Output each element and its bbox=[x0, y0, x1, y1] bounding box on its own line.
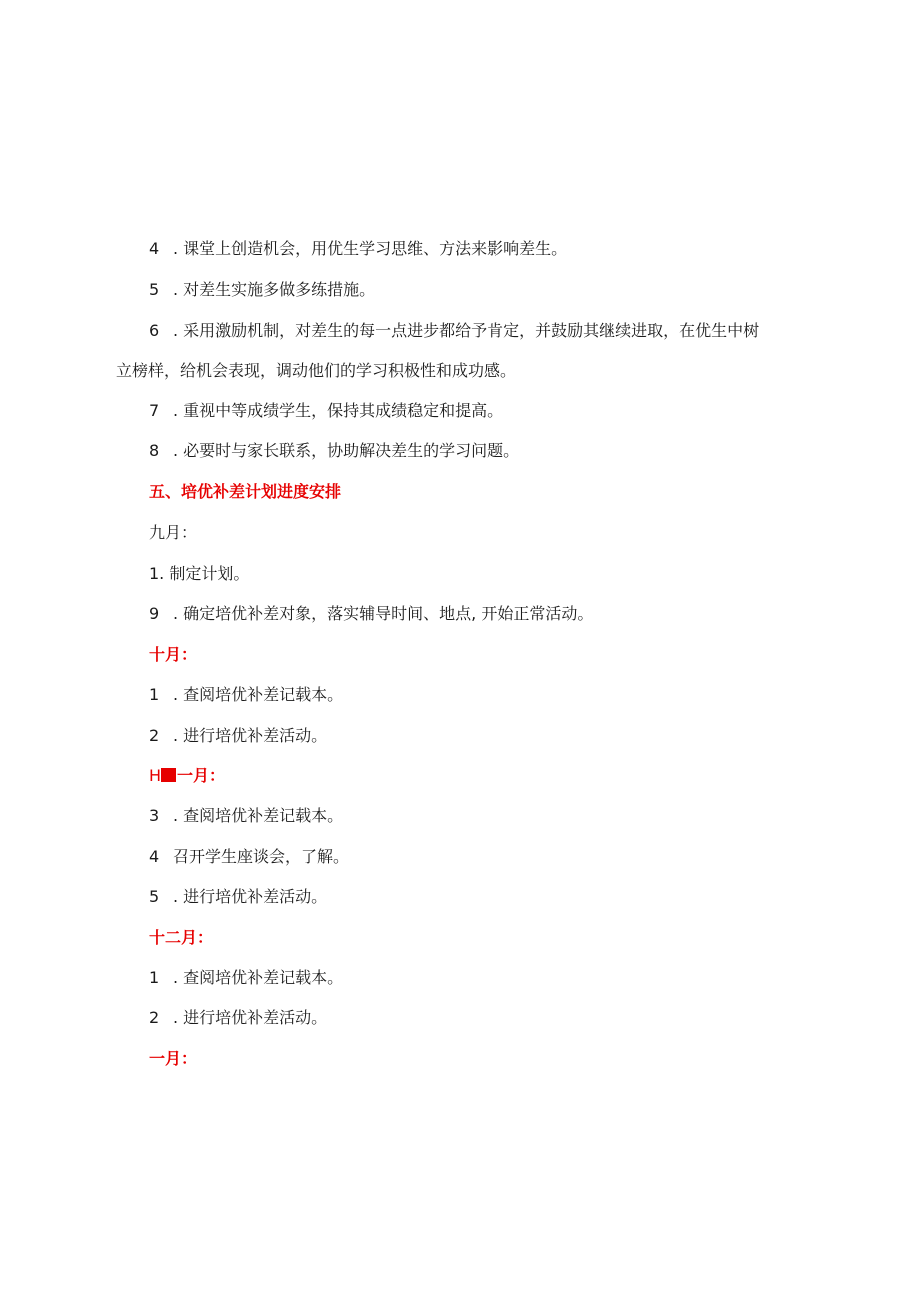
item-number: 3 bbox=[149, 806, 160, 825]
measure-item-5 bbox=[149, 279, 375, 301]
item-text: . 查阅培优补差记载本。 bbox=[173, 968, 344, 987]
item-number: 2 bbox=[149, 1008, 160, 1027]
item-text: . 确定培优补差对象，落实辅导时间、地点, 开始正常活动。 bbox=[173, 604, 594, 623]
september-item-2 bbox=[149, 603, 593, 625]
item-text: . 进行培优补差活动。 bbox=[173, 726, 328, 745]
month-label-january: 一月： bbox=[149, 1049, 198, 1068]
item-number: 2 bbox=[149, 726, 160, 745]
item-text: . 查阅培优补差记载本。 bbox=[173, 806, 344, 825]
measure-item-6 bbox=[149, 320, 759, 342]
october-item-2 bbox=[149, 725, 327, 747]
item-number: 9 bbox=[149, 604, 160, 623]
item-number: 1 bbox=[149, 685, 160, 704]
item-text: 召开学生座谈会，了解。 bbox=[173, 847, 350, 866]
item-text: . 进行培优补差活动。 bbox=[173, 887, 328, 906]
month-label-november bbox=[149, 765, 225, 787]
measure-number: 4 bbox=[149, 239, 160, 258]
october-item-1 bbox=[149, 684, 343, 706]
item-text: . 进行培优补差活动。 bbox=[173, 1008, 328, 1027]
measure-item-6-continuation: 立榜样，给机会表现，调动他们的学习积极性和成功感。 bbox=[116, 361, 517, 380]
item-text: . 查阅培优补差记载本。 bbox=[173, 685, 344, 704]
measure-text: . 重视中等成绩学生，保持其成绩稳定和提高。 bbox=[173, 401, 504, 420]
month-label-october: 十月： bbox=[149, 645, 198, 664]
item-number: 5 bbox=[149, 887, 160, 906]
measure-number: 5 bbox=[149, 280, 160, 299]
measure-item-8 bbox=[149, 440, 519, 462]
measure-item-4 bbox=[149, 238, 567, 260]
november-item-2 bbox=[149, 846, 349, 868]
measure-number: 6 bbox=[149, 321, 160, 340]
item-number: 4 bbox=[149, 847, 160, 866]
month-label-prefix: H bbox=[149, 766, 162, 785]
december-item-1 bbox=[149, 967, 343, 989]
measure-text: . 采用激励机制，对差生的每一点进步都给予肯定，并鼓励其继续进取，在优生中树 bbox=[173, 321, 760, 340]
month-label-september: 九月： bbox=[149, 523, 198, 542]
measure-text: . 必要时与家长联系，协助解决差生的学习问题。 bbox=[173, 441, 520, 460]
november-item-3 bbox=[149, 886, 327, 908]
measure-text: . 对差生实施多做多练措施。 bbox=[173, 280, 376, 299]
measure-item-7 bbox=[149, 400, 503, 422]
november-item-1 bbox=[149, 805, 343, 827]
section-title: 五、培优补差计划进度安排 bbox=[149, 482, 342, 501]
month-label-suffix: 一月： bbox=[177, 766, 226, 785]
redaction-block bbox=[161, 768, 176, 782]
month-label-december: 十二月： bbox=[149, 928, 214, 947]
december-item-2 bbox=[149, 1007, 327, 1029]
measure-number: 7 bbox=[149, 401, 160, 420]
measure-text: . 课堂上创造机会，用优生学习思维、方法来影响差生。 bbox=[173, 239, 568, 258]
measure-number: 8 bbox=[149, 441, 160, 460]
item-number: 1 bbox=[149, 968, 160, 987]
september-item-1: 1. 制定计划。 bbox=[149, 564, 250, 583]
